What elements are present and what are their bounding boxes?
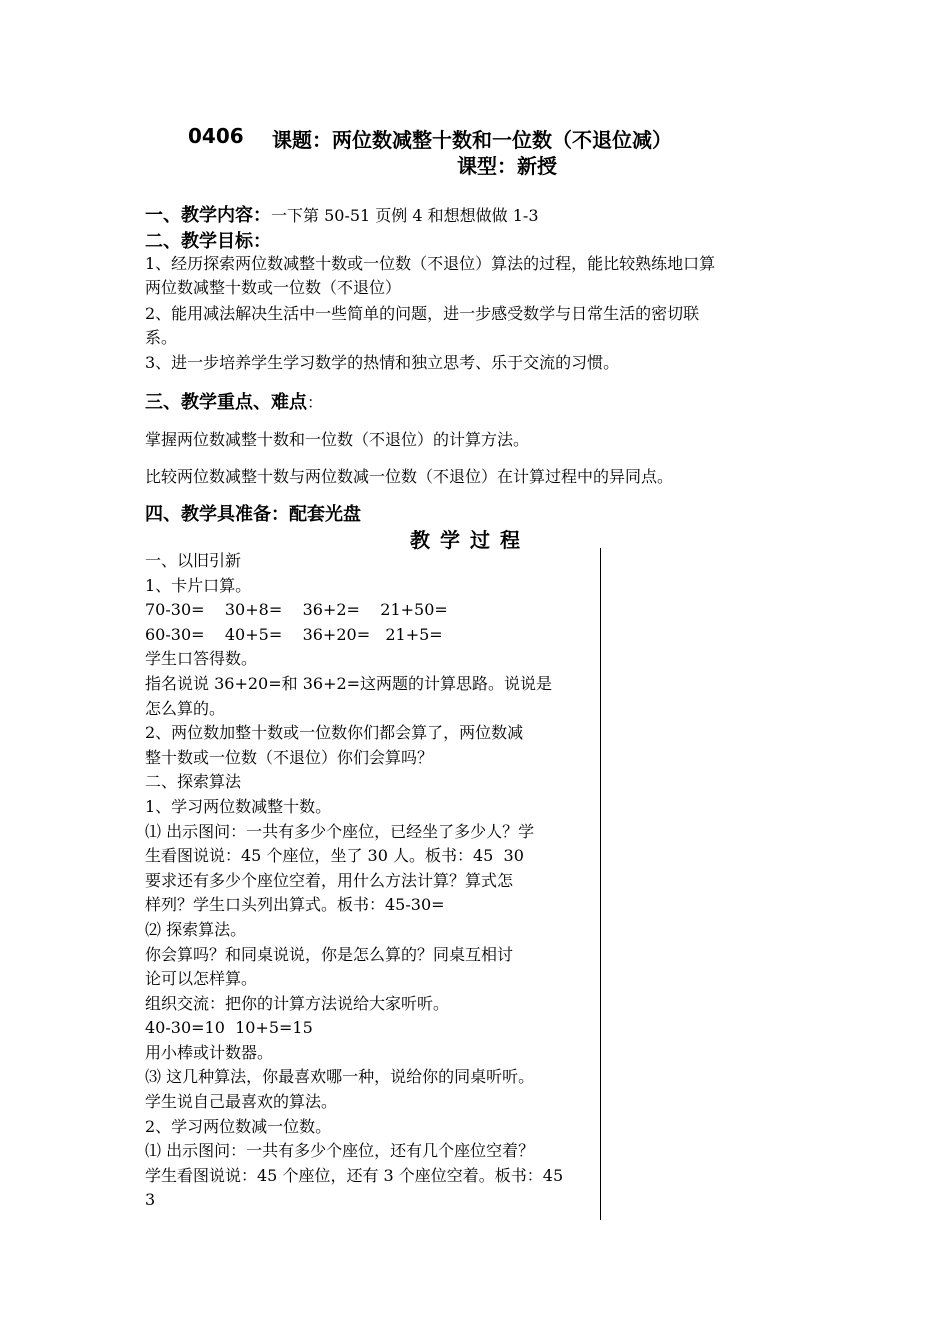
process-line: 指名说说 36+20=和 36+2=这两题的计算思路。说说是 (145, 673, 553, 693)
objective-line: 系。 (145, 328, 178, 347)
section-heading: 三、教学重点、难点 (145, 392, 307, 413)
key-point-line: 掌握两位数减整十数和一位数（不退位）的计算方法。 (145, 430, 530, 449)
section-heading: 一、教学内容： (145, 205, 271, 226)
process-line: 你会算吗？和同桌说说，你是怎么算的？同桌互相讨 (145, 944, 514, 964)
process-line: 60-30= 40+5= 36+20= 21+5= (145, 624, 443, 644)
process-line: 论可以怎样算。 (145, 969, 258, 989)
process-title: 教学过程 (410, 528, 530, 552)
process-line: 2、两位数加整十数或一位数你们都会算了，两位数减 (145, 723, 524, 743)
process-line: ⑶ 这几种算法，你最喜欢哪一种，说给你的同桌听听。 (145, 1067, 535, 1087)
process-line: 3 (145, 1190, 156, 1210)
process-line: 二、探索算法 (145, 772, 242, 792)
lesson-code: 0406 (188, 124, 244, 148)
process-line: 一、以旧引新 (145, 551, 242, 570)
process-column (145, 549, 595, 1213)
process-line: 组织交流：把你的计算方法说给大家听听。 (145, 993, 450, 1013)
objective-line: 2、能用减法解决生活中一些简单的问题，进一步感受数学与日常生活的密切联 (145, 304, 700, 323)
column-divider (600, 548, 601, 1220)
process-line: 学生说自己最喜欢的算法。 (145, 1092, 338, 1112)
lesson-title: 课题：两位数减整十数和一位数（不退位减） (272, 128, 672, 152)
section-teaching-content (145, 201, 539, 227)
objective-line: 两位数减整十数或一位数（不退位） (145, 278, 402, 297)
process-line: 1、卡片口算。 (145, 575, 252, 595)
section-heading: 二、教学目标： (145, 231, 271, 252)
process-line: 学生口答得数。 (145, 649, 258, 669)
process-line: ⑵ 探索算法。 (145, 919, 247, 939)
process-line: 学生看图说说：45 个座位，还有 3 个座位空着。板书：45 (145, 1165, 564, 1185)
process-line: 生看图说说：45 个座位，坐了 30 人。板书：45 30 (145, 846, 524, 866)
process-line: 2、学习两位数减一位数。 (145, 1116, 332, 1136)
section-text: 一下第 50-51 页例 4 和想想做做 1-3 (271, 206, 539, 225)
process-line: 样列？学生口头列出算式。板书：45-30= (145, 895, 445, 915)
process-line: 要求还有多少个座位空着，用什么方法计算？算式怎 (145, 870, 514, 890)
process-line: ⑴ 出示图问：一共有多少个座位，已经坐了多少人？学 (145, 821, 535, 841)
process-line: 40-30=10 10+5=15 (145, 1018, 313, 1038)
process-line: 整十数或一位数（不退位）你们会算吗？ (145, 747, 434, 767)
section-key-points (145, 388, 323, 414)
process-line: 1、学习两位数减整十数。 (145, 796, 332, 816)
process-line: ⑴ 出示图问：一共有多少个座位，还有几个座位空着？ (145, 1141, 535, 1161)
objective-line: 3、进一步培养学生学习数学的热情和独立思考、乐于交流的习惯。 (145, 353, 620, 372)
objective-line: 1、经历探索两位数减整十数或一位数（不退位）算法的过程，能比较熟练地口算 (145, 254, 716, 273)
process-line: 怎么算的。 (145, 698, 226, 718)
key-point-line: 比较两位数减整十数与两位数减一位数（不退位）在计算过程中的异同点。 (145, 467, 674, 486)
section-heading: 四、教学具准备：配套光盘 (145, 504, 361, 525)
process-line: 70-30= 30+8= 36+2= 21+50= (145, 600, 448, 620)
process-line: 用小棒或计数器。 (145, 1042, 274, 1062)
heading-colon: ： (307, 393, 324, 412)
lesson-type: 课型：新授 (457, 154, 557, 178)
